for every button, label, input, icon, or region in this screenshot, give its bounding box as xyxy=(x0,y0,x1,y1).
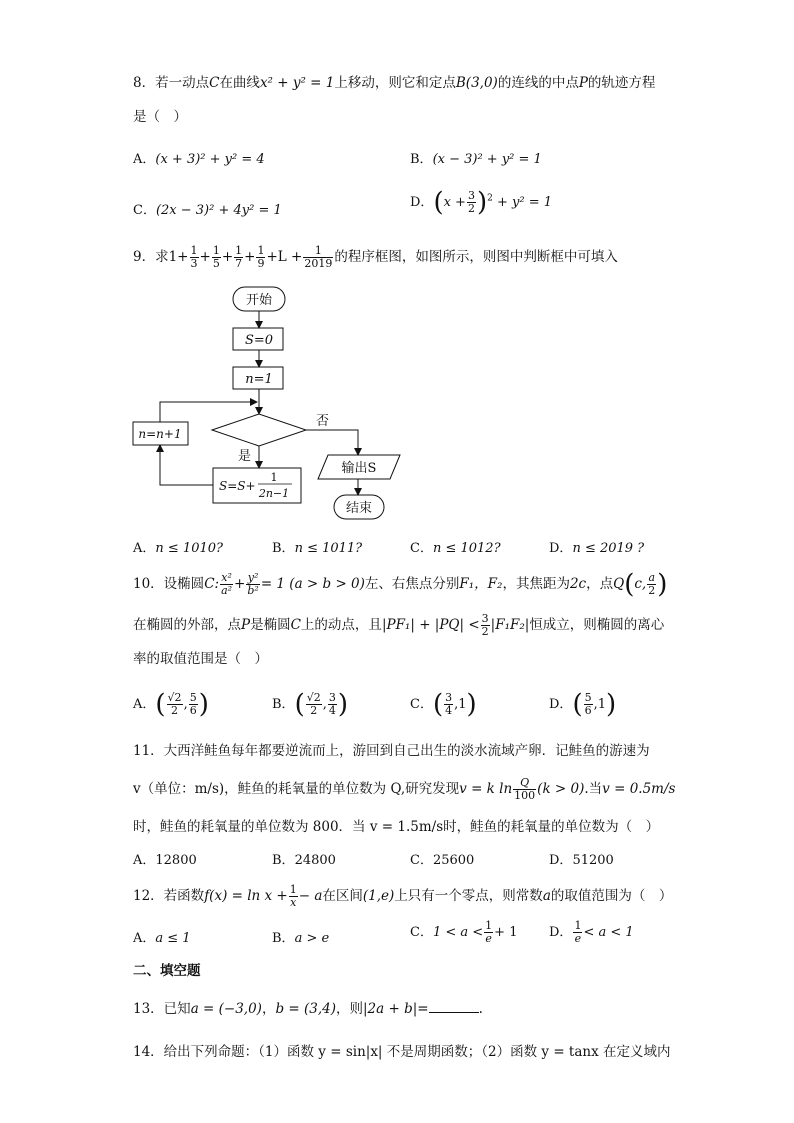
svg-text:1: 1 xyxy=(270,471,278,484)
section-title: 二、填空题 xyxy=(133,963,201,979)
q12-option-b[interactable]: B．a > e xyxy=(272,931,330,946)
answer-blank[interactable] xyxy=(429,1000,479,1013)
flowchart xyxy=(120,280,420,525)
flow-end-label: 结束 xyxy=(345,501,373,516)
q8-option-c[interactable]: C．(2x − 3)² + 4y² = 1 xyxy=(133,203,282,218)
flow-inc-label: n=n+1 xyxy=(138,427,182,441)
q12-option-d[interactable]: D． $\frac{1}{e}$ < a < 1 xyxy=(549,919,634,945)
q13-line: 13．已知a = (−3,0)，b = (3,4)，则|2a + b|= . xyxy=(133,1001,483,1017)
q10-line2: 在椭圆的外部，点P是椭圆C上的动点，且|PF₁| + |PQ| < $\frac{3}{2}$ |F₁F₂|恒成立，则椭圆的离心 xyxy=(133,612,665,638)
q8-line1: 8．若一动点C在曲线x² + y² = 1上移动，则它和定点B(3,0)的连线的中点P的轨迹方程 xyxy=(133,75,656,91)
flow-update-label: S=S+ xyxy=(219,479,256,493)
q9-option-b[interactable]: B．n ≤ 1011? xyxy=(272,541,363,556)
q10-line1: 10．设椭圆C: $\frac{\text{x²}}{\text{a²}}$ + $\frac{\text{y²}}{\text{b²}}$ = 1 (a > b > 0)左、右焦点分别F₁，F₂，其焦距为2c，点Q(c, $\frac{a}{2}$ ) xyxy=(133,569,668,600)
q10-option-a[interactable]: A．( $\frac{√2}{2}$ , $\frac{5}{6}$ ) xyxy=(133,689,209,720)
q11-option-b[interactable]: B．24800 xyxy=(272,853,336,868)
q12-option-c[interactable]: C．1 < a < $\frac{1}{e}$ + 1 xyxy=(410,919,518,945)
q14-line: 14．给出下列命题：（1）函数 y = sin|x| 不是周期函数；（2）函数 y = tanx 在定义域内 xyxy=(133,1044,671,1060)
q10-option-c[interactable]: C．( $\frac{3}{4}$ ,1) xyxy=(410,689,477,720)
q9-option-c[interactable]: C．n ≤ 1012? xyxy=(410,541,501,556)
fraction: $\frac{3}{2}$ xyxy=(467,189,475,215)
q11-option-a[interactable]: A．12800 xyxy=(133,853,197,868)
q12-option-a[interactable]: A．a ≤ 1 xyxy=(133,931,191,946)
q10-option-b[interactable]: B．( $\frac{√2}{2}$ , $\frac{3}{4}$ ) xyxy=(272,689,349,720)
flow-s0-label: S=0 xyxy=(244,333,274,348)
q8-option-b[interactable]: B．(x − 3)² + y² = 1 xyxy=(410,152,542,167)
q9-line1: 9．求1+ $\frac{1}{3}$ + $\frac{1}{5}$ + $\frac{1}{7}$ + $\frac{1}{9}$ +L + $\frac{1}{2019}$ 的程序框图，如图所示，则图中判断框中可填入 xyxy=(133,244,618,270)
q8-line2: 是（ ） xyxy=(133,109,187,125)
q8-curve: x² + y² = 1 xyxy=(259,75,335,91)
flow-yes-label: 是 xyxy=(238,449,252,464)
flow-no-label: 否 xyxy=(316,414,330,429)
q8-point: B(3,0) xyxy=(455,75,498,91)
q11-line1: 11．大西洋鲑鱼每年都要逆流而上，游回到自己出生的淡水流域产卵．记鲑鱼的游速为 xyxy=(133,743,650,759)
q11-option-d[interactable]: D．51200 xyxy=(549,853,614,868)
flow-n1-label: n=1 xyxy=(245,372,273,387)
q9-option-a[interactable]: A．n ≤ 1010? xyxy=(133,541,223,556)
q10-option-d[interactable]: D．( $\frac{5}{6}$ ,1) xyxy=(549,689,617,720)
q8-option-a[interactable]: A．(x + 3)² + y² = 4 xyxy=(133,152,265,167)
flow-output-label: 输出S xyxy=(341,461,377,476)
q12-line1: 12．若函数f(x) = ln x + $\frac{1}{x}$ − a在区间(1,e)上只有一个零点，则常数a的取值范围为（ ） xyxy=(133,883,673,909)
flow-start-label: 开始 xyxy=(245,293,273,308)
q10-line3: 率的取值范围是（ ） xyxy=(133,651,268,667)
q11-line3: 时，鲑鱼的耗氧量的单位数为 800．当 v = 1.5m/s时，鲑鱼的耗氧量的单位数为（ ） xyxy=(133,819,660,835)
q9-option-d[interactable]: D．n ≤ 2019 ? xyxy=(549,541,645,556)
q11-line2: v（单位：m/s)，鲑鱼的耗氧量的单位数为 Q,研究发现v = k ln $\frac{Q}{100}$ (k > 0).当v = 0.5m/s xyxy=(133,776,676,802)
flow-decision xyxy=(212,414,306,446)
q11-option-c[interactable]: C．25600 xyxy=(410,853,475,868)
q8-option-d[interactable]: D．(x + $\frac{3}{2}$ )$^2$ + y² = 1 xyxy=(410,187,552,218)
svg-text:2n−1: 2n−1 xyxy=(258,487,290,500)
